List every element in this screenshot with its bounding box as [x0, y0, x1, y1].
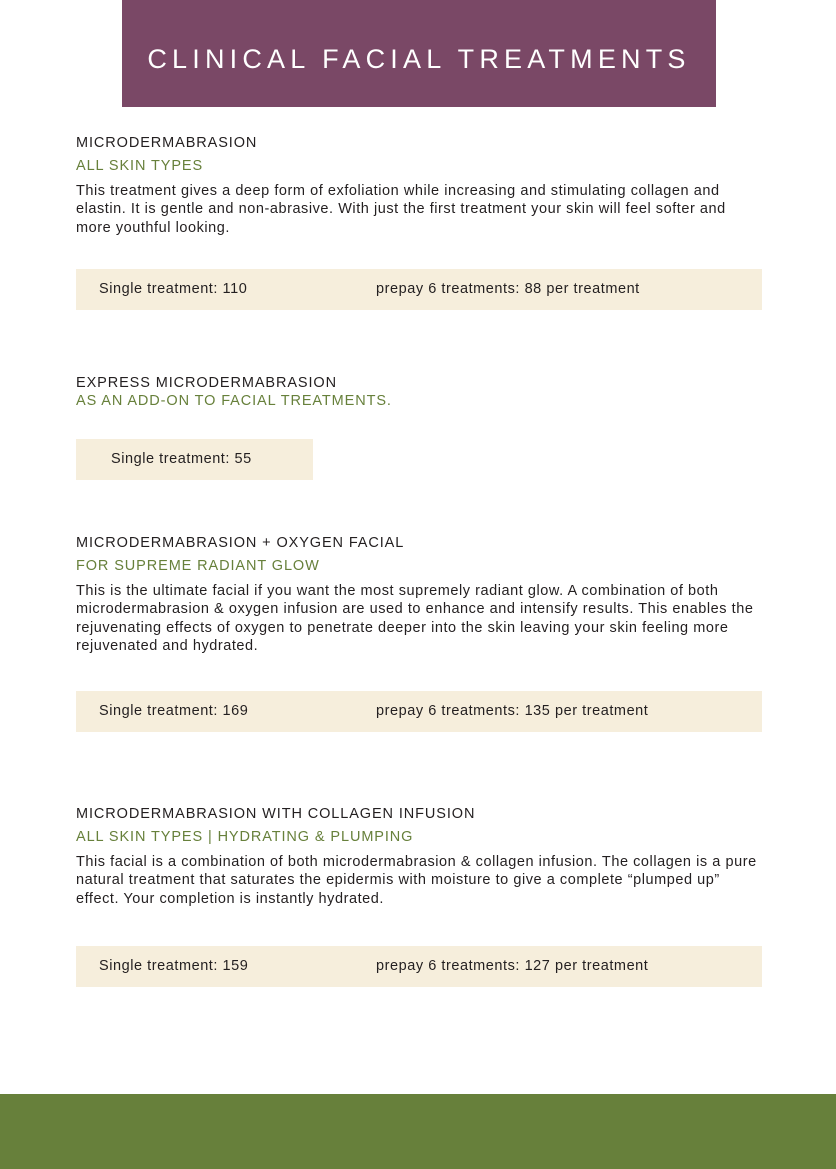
treatment-title: MICRODERMABRASION WITH COLLAGEN INFUSION: [76, 806, 476, 822]
price-bar: [76, 439, 313, 480]
treatment-subtitle: AS AN ADD-ON TO FACIAL TREATMENTS.: [76, 393, 392, 409]
treatment-section-express: [76, 374, 762, 410]
treatment-subtitle: ALL SKIN TYPES: [76, 158, 204, 174]
page-title: CLINICAL FACIAL TREATMENTS: [147, 44, 691, 74]
price-bar: [76, 691, 762, 732]
treatment-description: This treatment gives a deep form of exfoliation while increasing and stimulating collagen and elastin. It is gentle and non-abrasive. With just the first treatment your skin will feel softer and more youthful looking.: [76, 183, 726, 236]
footer-band: [0, 1094, 836, 1169]
treatment-section-microdermabrasion: [76, 134, 762, 237]
treatment-description: This is the ultimate facial if you want the most supremely radiant glow. A combination of both microdermabrasion & oxygen infusion are used to enhance and intensify results. This enables the rejuvenating effects of oxygen to penetrate deeper into the skin leaving your skin feeling more rejuvenated and hydrated.: [76, 583, 754, 654]
price-bar: [76, 946, 762, 987]
prepay-price: prepay 6 treatments: 127 per treatment: [376, 958, 649, 974]
single-price: Single treatment: 159: [99, 958, 249, 974]
prepay-price: prepay 6 treatments: 88 per treatment: [376, 281, 640, 297]
single-price: Single treatment: 110: [99, 281, 248, 297]
treatment-title: MICRODERMABRASION: [76, 135, 258, 151]
single-price: Single treatment: 169: [99, 703, 249, 719]
treatment-section-collagen-infusion: [76, 805, 762, 908]
page-header: [122, 0, 716, 107]
treatment-subtitle: FOR SUPREME RADIANT GLOW: [76, 558, 320, 574]
single-price: Single treatment: 55: [111, 451, 252, 467]
prepay-price: prepay 6 treatments: 135 per treatment: [376, 703, 649, 719]
price-bar: [76, 269, 762, 310]
treatment-subtitle: ALL SKIN TYPES | HYDRATING & PLUMPING: [76, 829, 414, 845]
treatment-title: MICRODERMABRASION + OXYGEN FACIAL: [76, 535, 405, 551]
treatment-description: This facial is a combination of both microdermabrasion & collagen infusion. The collagen is a pure natural treatment that saturates the epidermis with moisture to give a complete “plumped up” effect. Your completion is instantly hydrated.: [76, 854, 757, 907]
treatment-title: EXPRESS MICRODERMABRASION: [76, 375, 337, 391]
treatment-section-oxygen-facial: [76, 534, 762, 655]
